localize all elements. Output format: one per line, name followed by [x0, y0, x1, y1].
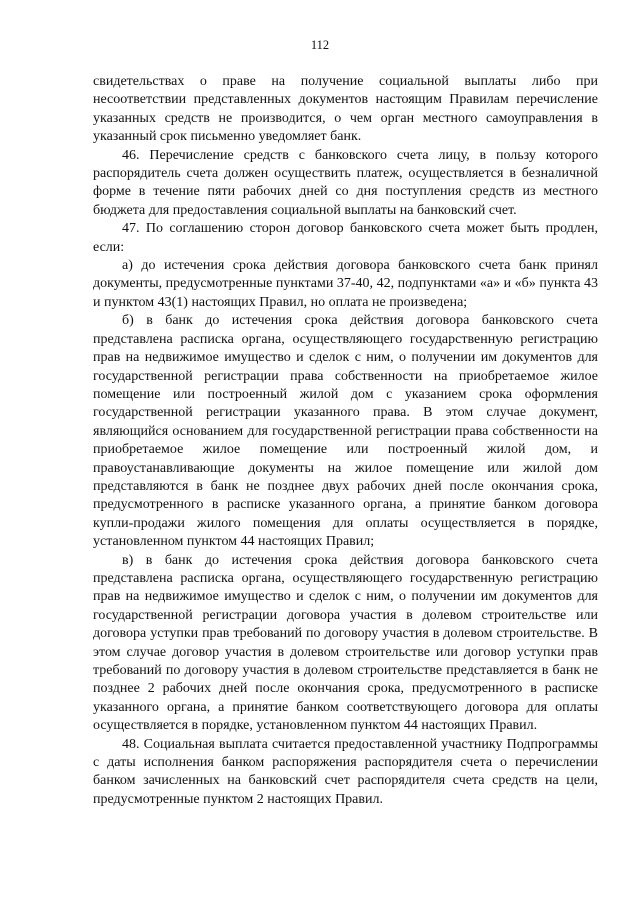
paragraph-48: 48. Социальная выплата считается предоставленной участнику Подпрограммы с даты исполнения банком распоряжения распорядителя счета о перечислении банком зачисленных на банковский счет распорядителя счета средств на цели, предусмотренные пунктом 2 настоящих Правил.: [93, 736, 598, 807]
paragraph-continuation: свидетельствах о праве на получение социальной выплаты либо при несоответствии представленных документов настоящим Правилам перечисление указанных средств не производится, о чем орган местного самоуправления в указанный срок письменно уведомляет банк.: [93, 74, 598, 145]
paragraph-47-a: а) до истечения срока действия договора банковского счета банк принял документы, предусмотренные пунктами 37-40, 42, подпунктами «а» и «б» пункта 43 и пунктом 43(1) настоящих Правил, но оплата не произведена;: [93, 258, 598, 310]
document-body: [93, 73, 598, 809]
paragraph-47-v: в) в банк до истечения срока действия договора банковского счета представлена расписка органа, осуществляющего государственную регистрацию прав на недвижимое имущество и сделок с ним, о получении им документов для государственной регистрации договора участия в долевом строительстве или договора уступки прав требований по договору участия в долевом строительстве. В этом случае договор участия в долевом строительстве или договор уступки прав требований по договору участия в долевом строительстве представляется в банк не позднее 2 рабочих дней после окончания срока, предусмотренного в расписке указанного органа, а принятие банком соответствующего договора для оплаты осуществляется в порядке, установленном пунктом 44 настоящих Правил.: [93, 552, 598, 734]
page-number: 112: [310, 38, 330, 52]
paragraph-47-b: б) в банк до истечения срока действия договора банковского счета представлена расписка органа, осуществляющего государственную регистрацию прав на недвижимое имущество и сделок с ним, о получении им документов для государственной регистрации права собственности на приобретаемое жилое помещение или построенный жилой дом с указанием срока оформления государственной регистрации указанного права. В этом случае документ, являющийся основанием для государственной регистрации права собственности на приобретаемое жилое помещение или построенный жилой дом, и правоустанавливающие документы на жилое помещение или жилой дом представляются в банк не позднее двух рабочих дней после окончания срока, предусмотренного в расписке указанного органа, а принятие банком договора купли-продажи жилого помещения для оплаты осуществляется в порядке, установленном пунктом 44 настоящих Правил;: [93, 313, 598, 550]
paragraph-46: 46. Перечисление средств с банковского счета лицу, в пользу которого распорядитель счета должен осуществить платеж, осуществляется в безналичной форме в течение пяти рабочих дней со дня поступления средств из местного бюджета для предоставления социальной выплаты на банковский счет.: [93, 147, 598, 218]
paragraph-47: 47. По соглашению сторон договор банковского счета может быть продлен, если:: [93, 221, 598, 255]
